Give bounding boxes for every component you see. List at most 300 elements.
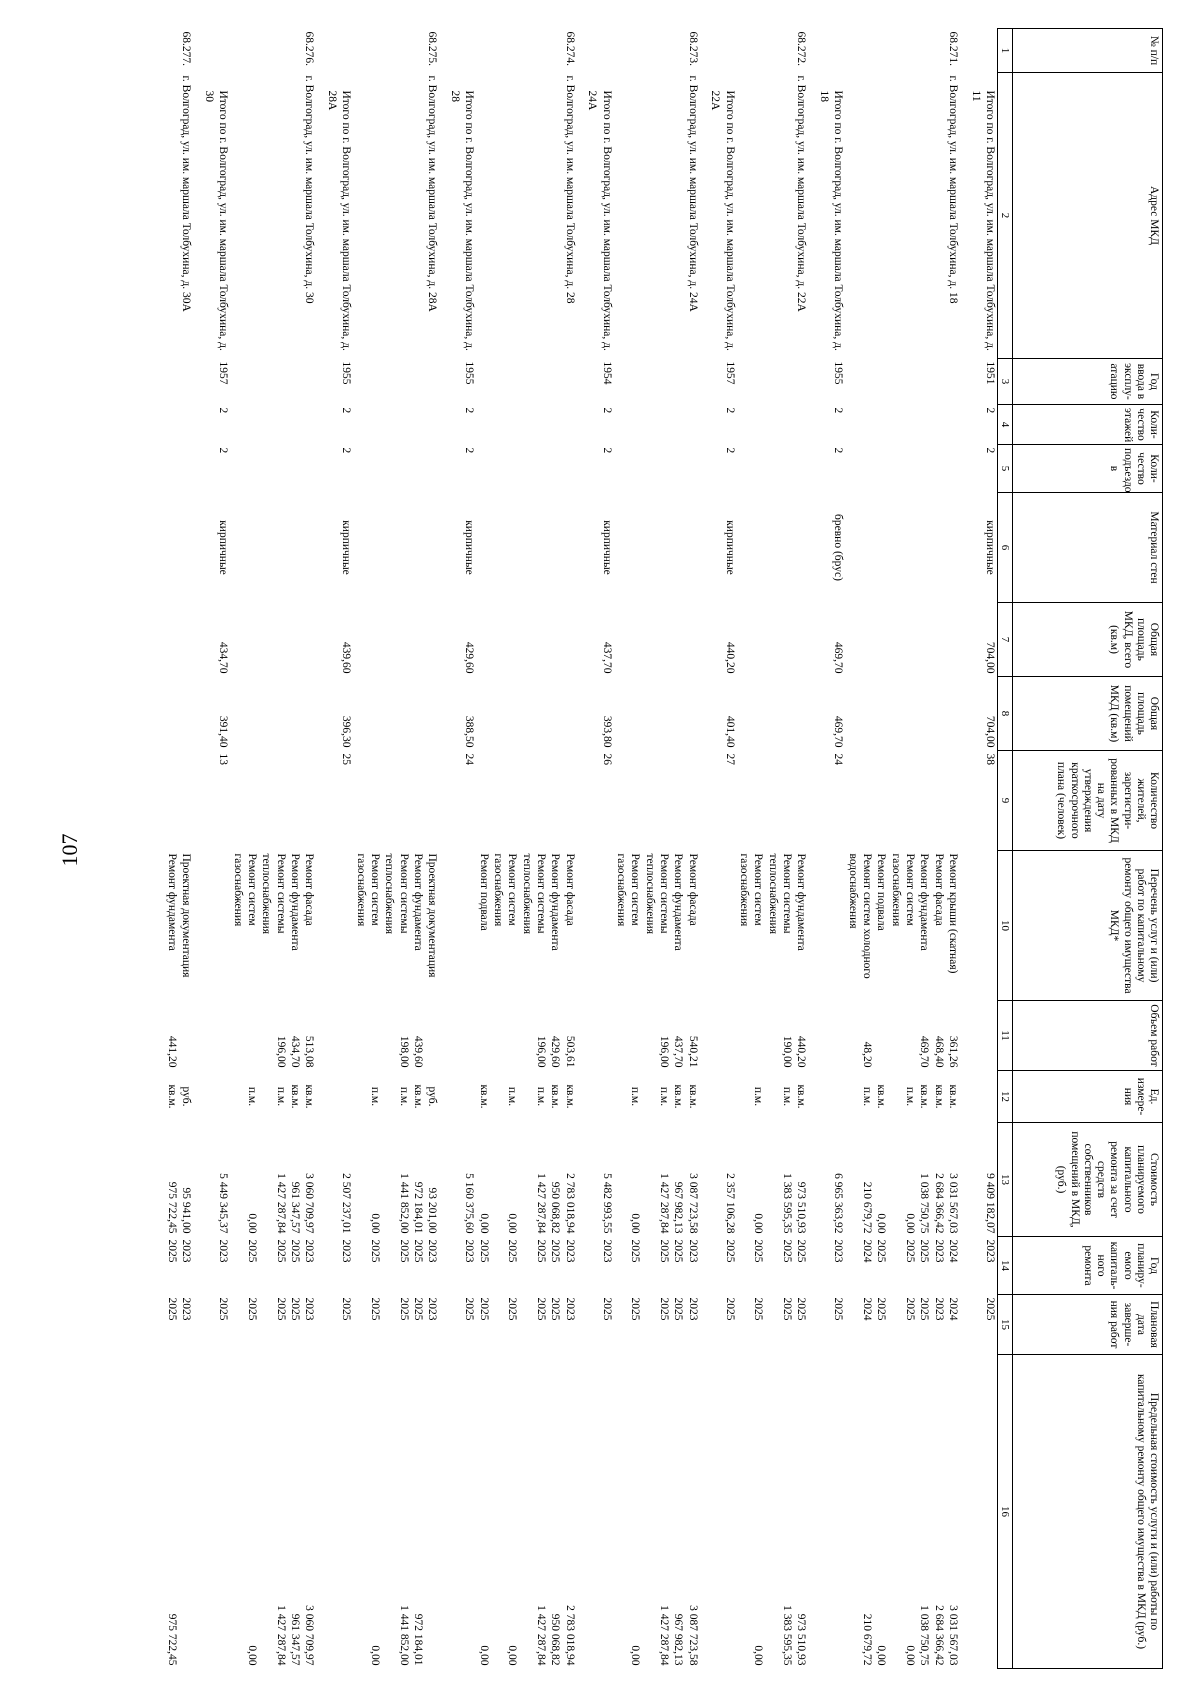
- work-unit: п.м.: [781, 1086, 794, 1107]
- cell-entrances: 2: [723, 447, 736, 454]
- work-plan-year: 2025: [369, 1239, 381, 1263]
- cell-empty: [737, 603, 766, 677]
- cell-empty: [230, 73, 259, 359]
- cell-empty: [325, 1355, 354, 1669]
- work-volume: 190,00: [781, 1035, 794, 1068]
- work-cost: 0,00: [875, 1213, 888, 1234]
- work-end-year: 2025: [629, 1297, 642, 1321]
- total-label: Итого по г. Волгоград, ул. им. маршала Толбухина, д. 28: [448, 90, 476, 351]
- work-end-year: 2025: [289, 1297, 302, 1321]
- cell-empty: [288, 677, 302, 751]
- cell-empty: [917, 677, 931, 751]
- work-row: [932, 29, 946, 1669]
- cell-end-year: 2025: [832, 1297, 845, 1321]
- work-name: Ремонт фундамента: [412, 853, 425, 951]
- cell-empty: [259, 29, 288, 73]
- cell-empty: [671, 445, 685, 493]
- cell-empty: [325, 1071, 354, 1123]
- cell-empty: [179, 751, 193, 851]
- cell-empty: [671, 677, 685, 751]
- work-end-year: 2025: [166, 1297, 179, 1321]
- cell-empty: [288, 73, 302, 359]
- cell-plan-year: 2023: [463, 1239, 476, 1263]
- cell-empty: [888, 493, 917, 603]
- work-plan-year: 2023: [686, 1239, 699, 1263]
- column-header: Адрес МКД: [1013, 73, 1163, 359]
- work-limit-cost: 3 060 709,97: [303, 1605, 316, 1666]
- work-name: Ремонт системы теплоснабжения: [520, 853, 548, 934]
- cell-empty: [382, 603, 411, 677]
- cell-floors: 2: [832, 407, 845, 414]
- cell-empty: [411, 493, 425, 603]
- cell-empty: [874, 405, 888, 445]
- work-plan-year: 2025: [752, 1239, 765, 1263]
- column-header: Коли-чество подъездо в: [1013, 445, 1163, 493]
- cell-area-rooms: 469,70: [832, 715, 845, 748]
- work-plan-year: 2025: [629, 1239, 642, 1263]
- cell-empty: [519, 29, 548, 73]
- cell-empty: [179, 405, 193, 445]
- cell-empty: [288, 29, 302, 73]
- work-volume: [179, 1001, 193, 1071]
- capital-repair-table: [165, 28, 1163, 1669]
- work-unit: кв.м.: [166, 1084, 179, 1109]
- cell-empty: [671, 73, 685, 359]
- work-plan-year: 2025: [274, 1239, 287, 1263]
- work-volume: [491, 1001, 520, 1071]
- cell-year: 1954: [600, 361, 613, 385]
- work-limit-cost: 0,00: [369, 1645, 381, 1666]
- cell-empty: [302, 603, 316, 677]
- work-unit: п.м.: [274, 1086, 287, 1107]
- cell-empty: [491, 603, 520, 677]
- cell-residents: 24: [832, 753, 845, 765]
- cell-empty: [563, 751, 577, 851]
- work-limit-cost: 967 982,13: [672, 1613, 685, 1666]
- cell-empty: [737, 493, 766, 603]
- row-number: 68.275.: [426, 31, 439, 66]
- cell-plan-year: 2023: [600, 1239, 613, 1263]
- column-number: 9: [998, 751, 1013, 851]
- cell-empty: [411, 359, 425, 405]
- cell-empty: [491, 73, 520, 359]
- cell-empty: [519, 445, 548, 493]
- cell-empty: [491, 677, 520, 751]
- cell-empty: [917, 445, 931, 493]
- cell-empty: [765, 493, 794, 603]
- cell-empty: [946, 405, 960, 445]
- cell-cost: 2 357 106,28: [723, 1173, 736, 1234]
- cell-empty: [671, 493, 685, 603]
- column-number: 4: [998, 405, 1013, 445]
- cell-empty: [548, 73, 562, 359]
- cell-empty: [491, 493, 520, 603]
- cell-empty: [794, 603, 808, 677]
- cell-empty: [946, 359, 960, 405]
- cell-empty: [563, 603, 577, 677]
- cell-empty: [548, 751, 562, 851]
- cell-area-total: 429,60: [463, 641, 476, 674]
- work-name: Ремонт систем газоснабжения: [354, 853, 381, 927]
- work-limit-cost: 3 031 567,03: [947, 1605, 960, 1666]
- cell-empty: [686, 677, 700, 751]
- cell-area-total: 437,70: [600, 641, 613, 674]
- cell-empty: [845, 751, 874, 851]
- cell-empty: [888, 73, 917, 359]
- cell-empty: [845, 359, 874, 405]
- cell-empty: [917, 359, 931, 405]
- work-end-year: 2025: [477, 1297, 490, 1321]
- work-row: [476, 29, 490, 1669]
- cell-empty: [765, 29, 794, 73]
- column-header: Стоимость планируемого капитального ремонта за счет средств собственников помещений в МКД, (руб.): [1013, 1123, 1163, 1237]
- work-name: Ремонт фасада: [932, 853, 945, 926]
- cell-empty: [448, 851, 477, 1001]
- cell-empty: [476, 677, 490, 751]
- work-limit-cost: 1 427 287,84: [535, 1605, 548, 1666]
- work-row: [874, 29, 888, 1669]
- work-unit: руб.: [180, 1086, 193, 1107]
- cell-empty: [671, 603, 685, 677]
- cell-empty: [382, 405, 411, 445]
- cell-empty: [179, 445, 193, 493]
- total-label: Итого по г. Волгоград, ул. им. маршала Толбухина, д. 22А: [709, 90, 736, 351]
- work-unit: п.м.: [535, 1086, 548, 1107]
- cell-empty: [519, 359, 548, 405]
- total-label: Итого по г. Волгоград, ул. им. маршала Толбухина, д. 30: [202, 90, 230, 351]
- cell-empty: [642, 73, 671, 359]
- cell-empty: [686, 445, 700, 493]
- work-unit: кв.м.: [947, 1084, 960, 1109]
- column-number: 16: [998, 1355, 1013, 1669]
- cell-empty: [165, 493, 179, 603]
- cell-empty: [353, 493, 382, 603]
- cell-empty: [917, 493, 931, 603]
- cell-empty: [302, 493, 316, 603]
- cell-empty: [671, 405, 685, 445]
- cell-empty: [563, 677, 577, 751]
- work-row: [165, 29, 179, 1669]
- work-limit-cost: 3 087 723,58: [686, 1605, 699, 1666]
- work-unit: кв.м.: [918, 1084, 931, 1109]
- cell-empty: [968, 1071, 997, 1123]
- work-unit: п.м.: [752, 1086, 765, 1107]
- work-name: Ремонт систем холодного водоснабжения: [846, 853, 873, 979]
- cell-empty: [874, 603, 888, 677]
- column-header: Перечень услуг и (или) работ по капитальному ремонту общего имущества МКД*: [1013, 851, 1163, 1001]
- work-volume: [874, 1001, 888, 1071]
- work-limit-cost: 210 679,72: [861, 1613, 873, 1666]
- work-volume: 503,61: [563, 1035, 576, 1068]
- work-name: Ремонт систем газоснабжения: [615, 853, 642, 927]
- cell-empty: [202, 851, 231, 1001]
- document-sheet: [83, 28, 1163, 1668]
- work-unit: п.м.: [506, 1086, 519, 1107]
- column-number: 12: [998, 1071, 1013, 1123]
- work-plan-year: 2023: [563, 1239, 576, 1263]
- cell-empty: [845, 603, 874, 677]
- cell-entrances: 2: [984, 447, 996, 454]
- cell-empty: [519, 751, 548, 851]
- work-limit-cost: 0,00: [477, 1645, 490, 1666]
- cell-empty: [845, 405, 874, 445]
- cell-empty: [302, 359, 316, 405]
- cell-empty: [519, 73, 548, 359]
- cell-empty: [411, 29, 425, 73]
- cell-empty: [968, 1355, 997, 1669]
- work-volume: 540,21: [686, 1035, 699, 1068]
- work-volume: 196,00: [274, 1035, 287, 1068]
- work-end-year: 2025: [412, 1297, 425, 1321]
- cell-empty: [411, 445, 425, 493]
- cell-empty: [917, 405, 931, 445]
- work-plan-year: 2023: [426, 1239, 439, 1263]
- work-end-year: 2025: [781, 1297, 794, 1321]
- column-header: № п/п: [1013, 29, 1163, 73]
- work-end-year: 2025: [904, 1297, 917, 1321]
- cell-empty: [614, 359, 643, 405]
- work-name: Ремонт системы теплоснабжения: [260, 853, 287, 934]
- cell-empty: [563, 445, 577, 493]
- work-volume: 196,00: [535, 1035, 548, 1068]
- cell-end-year: 2025: [600, 1297, 613, 1321]
- cell-empty: [165, 405, 179, 445]
- work-name: Проектная документация: [180, 853, 193, 978]
- column-number: 1: [998, 29, 1013, 73]
- cell-end-year: 2025: [463, 1297, 476, 1321]
- work-volume: 437,70: [672, 1035, 685, 1068]
- work-plan-year: 2025: [246, 1239, 258, 1263]
- column-header: Коли-чество этажей: [1013, 405, 1163, 445]
- work-cost: 961 347,57: [289, 1181, 302, 1234]
- cell-empty: [448, 1071, 477, 1123]
- column-number: 13: [998, 1123, 1013, 1237]
- cell-empty: [519, 677, 548, 751]
- work-name: Ремонт фундамента: [289, 853, 302, 951]
- work-row: [614, 29, 643, 1669]
- work-cost: 975 722,45: [166, 1181, 179, 1234]
- cell-empty: [946, 751, 960, 851]
- cell-empty: [917, 603, 931, 677]
- work-end-year: 2025: [397, 1297, 410, 1321]
- cell-empty: [519, 603, 548, 677]
- work-unit: п.м.: [246, 1086, 258, 1107]
- cell-cost: 6 965 363,92: [832, 1173, 845, 1234]
- work-cost: 2 684 366,42: [932, 1173, 945, 1234]
- column-number: 5: [998, 445, 1013, 493]
- work-unit: руб.: [426, 1086, 439, 1107]
- column-header: Общая площадь помещений МКД (кв.м): [1013, 677, 1163, 751]
- cell-empty: [845, 677, 874, 751]
- work-unit: п.м.: [369, 1086, 381, 1107]
- cell-empty: [548, 359, 562, 405]
- work-unit: кв.м.: [672, 1084, 685, 1109]
- work-name: Ремонт систем газоснабжения: [889, 853, 917, 927]
- work-unit: кв.м.: [795, 1084, 808, 1109]
- row-number: 68.274.: [563, 31, 576, 66]
- column-header: Предельная стоимость услуги и (или) работы по капитальному ремонту общего имущества в МКД (руб.): [1013, 1355, 1163, 1669]
- cell-empty: [425, 677, 439, 751]
- work-cost: 972 184,01: [412, 1181, 425, 1234]
- cell-empty: [325, 1001, 354, 1071]
- cell-plan-year: 2023: [340, 1239, 353, 1263]
- cell-empty: [259, 751, 288, 851]
- cell-empty: [946, 445, 960, 493]
- work-volume: 198,00: [397, 1035, 410, 1068]
- work-end-year: 2024: [947, 1297, 960, 1321]
- cell-empty: [548, 493, 562, 603]
- cell-empty: [382, 73, 411, 359]
- cell-empty: [548, 603, 562, 677]
- cell-empty: [817, 1355, 846, 1669]
- work-cost: 3 031 567,03: [947, 1173, 960, 1234]
- cell-area-rooms: 396,30: [340, 715, 353, 748]
- cell-empty: [353, 359, 382, 405]
- work-volume: 441,20: [166, 1035, 179, 1068]
- work-limit-cost: 972 184,01: [412, 1613, 425, 1666]
- cell-empty: [382, 751, 411, 851]
- cell-empty: [946, 493, 960, 603]
- cell-empty: [888, 359, 917, 405]
- cell-empty: [874, 493, 888, 603]
- cell-empty: [642, 405, 671, 445]
- total-label: Итого по г. Волгоград, ул. им. маршала Толбухина, д. 18: [817, 90, 845, 351]
- work-cost: 3 060 709,97: [303, 1173, 316, 1234]
- cell-empty: [614, 603, 643, 677]
- cell-empty: [476, 603, 490, 677]
- cell-empty: [874, 751, 888, 851]
- cell-empty: [932, 29, 946, 73]
- cell-empty: [259, 359, 288, 405]
- work-row: [563, 29, 577, 1669]
- work-name: Проектная документация: [426, 853, 439, 978]
- work-name: Ремонт системы теплоснабжения: [643, 853, 671, 934]
- cell-walls: бревно (брус): [832, 514, 845, 581]
- work-end-year: 2023: [686, 1297, 699, 1321]
- cell-empty: [585, 851, 614, 1001]
- work-name: Ремонт систем газоснабжения: [231, 853, 258, 927]
- cell-area-total: 440,20: [723, 641, 736, 674]
- work-plan-year: 2025: [918, 1239, 931, 1263]
- work-name: Ремонт фундамента: [918, 853, 931, 951]
- work-plan-year: 2025: [289, 1239, 302, 1263]
- work-name: Ремонт фундамента: [166, 853, 179, 951]
- work-volume: 196,00: [658, 1035, 671, 1068]
- work-row: [491, 29, 520, 1669]
- cell-empty: [165, 603, 179, 677]
- work-plan-year: 2025: [477, 1239, 490, 1263]
- cell-empty: [548, 29, 562, 73]
- cell-entrances: 2: [832, 447, 845, 454]
- work-name: Ремонт фундамента: [672, 853, 685, 951]
- cell-empty: [737, 677, 766, 751]
- work-limit-cost: 950 068,82: [549, 1613, 562, 1666]
- cell-empty: [642, 603, 671, 677]
- cell-empty: [353, 445, 382, 493]
- cell-walls: кирпичные: [340, 520, 353, 575]
- cell-empty: [548, 445, 562, 493]
- cell-empty: [765, 405, 794, 445]
- work-unit: кв.м.: [563, 1084, 576, 1109]
- address-cell: г. Волгоград, ул. им. маршала Толбухина, д. 30: [303, 75, 316, 304]
- cell-residents: 38: [984, 753, 996, 765]
- cell-empty: [874, 29, 888, 73]
- cell-empty: [642, 493, 671, 603]
- cell-plan-year: 2025: [723, 1239, 736, 1263]
- work-limit-cost: 973 510,93: [795, 1613, 808, 1666]
- cell-empty: [179, 359, 193, 405]
- cell-entrances: 2: [217, 447, 230, 454]
- column-header: Плановая дата заверше-ния работ: [1013, 1295, 1163, 1355]
- work-end-year: 2025: [369, 1297, 381, 1321]
- cell-empty: [230, 751, 259, 851]
- work-cost: 1 038 750,75: [918, 1173, 931, 1234]
- work-row: [845, 29, 874, 1669]
- cell-empty: [382, 493, 411, 603]
- row-number: 68.277.: [180, 31, 193, 66]
- cell-residents: 27: [723, 753, 736, 765]
- cell-empty: [491, 359, 520, 405]
- work-row: [765, 29, 794, 1669]
- cell-year: 1957: [217, 361, 230, 385]
- work-cost: 973 510,93: [795, 1181, 808, 1234]
- cell-entrances: 2: [463, 447, 476, 454]
- cell-year: 1957: [723, 361, 736, 385]
- cell-empty: [968, 29, 997, 73]
- cell-empty: [737, 405, 766, 445]
- work-name: Ремонт подвала: [477, 853, 490, 931]
- cell-empty: [765, 603, 794, 677]
- cell-empty: [230, 677, 259, 751]
- work-cost: 0,00: [629, 1213, 642, 1234]
- work-volume: 439,60: [412, 1035, 425, 1068]
- cell-empty: [448, 1355, 477, 1669]
- cell-empty: [614, 751, 643, 851]
- cell-empty: [288, 405, 302, 445]
- work-plan-year: 2024: [947, 1239, 960, 1263]
- cell-empty: [917, 751, 931, 851]
- column-header: Ед. измере-ния: [1013, 1071, 1163, 1123]
- work-cost: 1 427 287,84: [274, 1173, 287, 1234]
- cell-end-year: 2025: [723, 1297, 736, 1321]
- work-cost: 93 201,00: [426, 1187, 439, 1234]
- cell-empty: [708, 851, 737, 1001]
- cell-empty: [325, 851, 354, 1001]
- cell-empty: [817, 1071, 846, 1123]
- column-number: 2: [998, 73, 1013, 359]
- work-plan-year: 2024: [861, 1239, 873, 1263]
- cell-empty: [888, 405, 917, 445]
- work-end-year: 2025: [274, 1297, 287, 1321]
- work-row: [548, 29, 562, 1669]
- work-cost: 0,00: [369, 1213, 381, 1234]
- work-plan-year: 2023: [932, 1239, 945, 1263]
- work-limit-cost: 0,00: [506, 1645, 519, 1666]
- work-unit: кв.м.: [875, 1084, 888, 1109]
- cell-empty: [874, 445, 888, 493]
- cell-walls: кирпичные: [723, 520, 736, 575]
- work-plan-year: 2023: [180, 1239, 193, 1263]
- work-volume: 469,70: [918, 1035, 931, 1068]
- cell-empty: [845, 73, 874, 359]
- total-row: [448, 29, 477, 1669]
- work-name: Ремонт крыши (скатная): [947, 853, 960, 974]
- work-end-year: 2025: [752, 1297, 765, 1321]
- work-row: [686, 29, 700, 1669]
- work-limit-cost: 1 441 852,00: [397, 1605, 410, 1666]
- work-row: [737, 29, 766, 1669]
- cell-end-year: 2025: [340, 1297, 353, 1321]
